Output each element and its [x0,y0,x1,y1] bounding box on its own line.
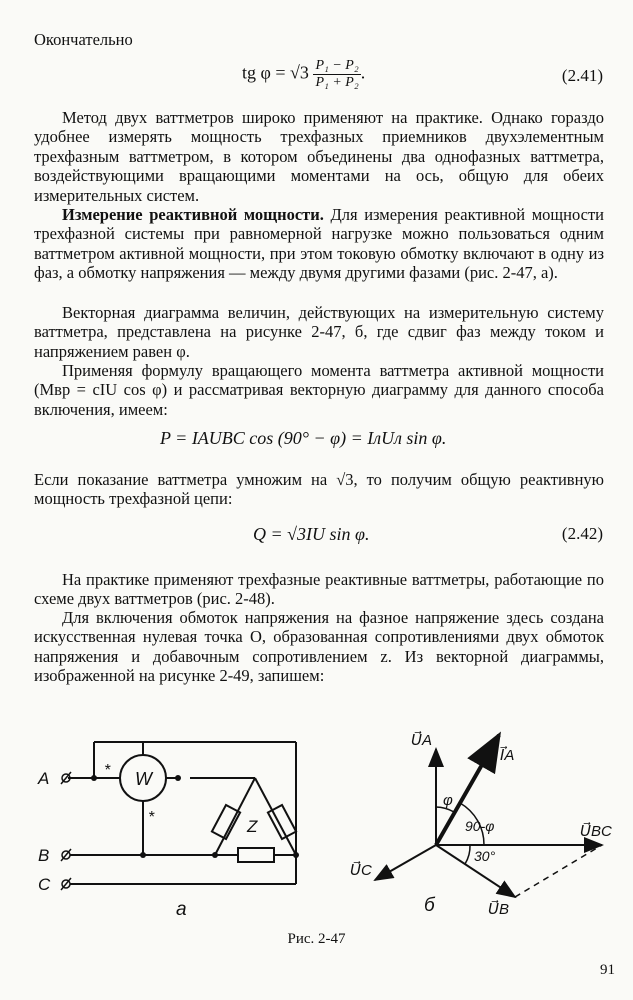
figure-caption: Рис. 2-47 [287,931,346,947]
node-a [91,775,97,781]
label-phi: φ [443,792,453,809]
eq241-period: . [360,62,366,83]
paragraph-reactive-power-body: Для измерения реактивной мощности трехфазной системы при равномерной нагрузке можно пользоваться одним ваттметром активной мощности, при этом токовую обмотку включают в одну из фаз, а обмотку напряжения — между двумя другими фазами (рис. 2-47, а). [34,205,604,283]
star-mark-current: * [104,762,111,779]
label-c: C [38,875,51,894]
paragraph-multiply-sqrt3: Если показание ваттметра умножим на √3, то получим общую реактивную мощность трехфазной цепи: [34,470,604,509]
sublabel-a: а [176,899,187,920]
eq241-sqrt: √3 [290,62,309,83]
node-z-left [212,852,218,858]
label-ua: U⃗A [411,732,432,749]
section-heading: Измерение реактивной мощности. [62,205,324,224]
node-z-right [293,852,299,858]
label-a: A [38,769,50,788]
paragraph-two-wattmeters: Метод двух ваттметров широко применяют на практике. Однако гораздо удобнее измерять мощность трехфазных приемников двухэлементным трехфазным ваттметром, в котором объединены два однофазных ваттметра, воздействующими вращающими моментами на ось, общую для обеих измерительных систем. [34,108,604,205]
circuit-diagram [68,742,296,884]
eq241-fraction [313,58,360,91]
dashed-closure [515,845,602,897]
star-mark-voltage: * [148,809,155,826]
equation-power-p: P = IAUBC cos (90° − φ) = IлUл sin φ. [160,428,447,448]
equation-number-2-41: (2.41) [561,66,603,85]
equation-number-2-42: (2.42) [561,524,603,543]
equation-2-42: Q = √3IU sin φ. [253,524,370,544]
label-z: Z [247,817,258,836]
label-ub: U⃗B [488,901,509,918]
arc-30 [465,845,470,864]
paragraph-vector-diagram: Векторная диаграмма величин, действующих на измерительную систему ваттметра, представлена на рисунке 2-47, б, где сдвиг фаз между током и напряжением равен φ. [34,303,604,361]
vector-diagram [375,735,602,897]
label-90-phi: 90-φ [465,818,495,834]
sublabel-b: б [424,895,435,916]
paragraph-artificial-neutral: Для включения обмоток напряжения на фазное напряжение здесь создана искусственная нулевая точка О, образованная сопротивлениями двух обмоток напряжения и добавочным сопротивлением z. Из векторной диаграммы, изображенной на рисунке 2-49, запишем: [34,608,604,686]
wire-z-right [255,778,296,855]
intro-word: Окончательно [34,30,133,49]
eq241-denominator: P₁ + P₂ [315,75,359,90]
eq241-lhs: tg φ = [242,62,291,83]
equation-2-41 [242,58,365,91]
vector-uc [375,845,436,880]
label-b: B [38,846,50,865]
paragraph-reactive-power [34,205,604,283]
paragraph-torque-formula: Применяя формулу вращающего момента ваттметра активной мощности (Mвр = cIU cos φ) и рассматривая векторную диаграмму для данного способа включения, имеем: [34,361,604,419]
label-ubc: U⃗BC [580,823,612,840]
paragraph-three-phase-reactive-wattmeters: На практике применяют трехфазные реактивные ваттметры, работающие по схеме двух ваттметров (рис. 2-48). [34,570,604,609]
page-number: 91 [600,962,615,978]
label-30: 30° [474,848,496,864]
eq241-numerator: P₁ − P₂ [315,58,359,73]
impedance-bottom [238,848,274,862]
impedance-right [268,805,296,839]
node-meter-out [175,775,181,781]
label-ia: I⃗A [500,747,515,764]
node-b [140,852,146,858]
meter-label: W [135,769,152,789]
label-uc: U⃗C [350,862,372,879]
figure-2-47 [0,715,633,930]
